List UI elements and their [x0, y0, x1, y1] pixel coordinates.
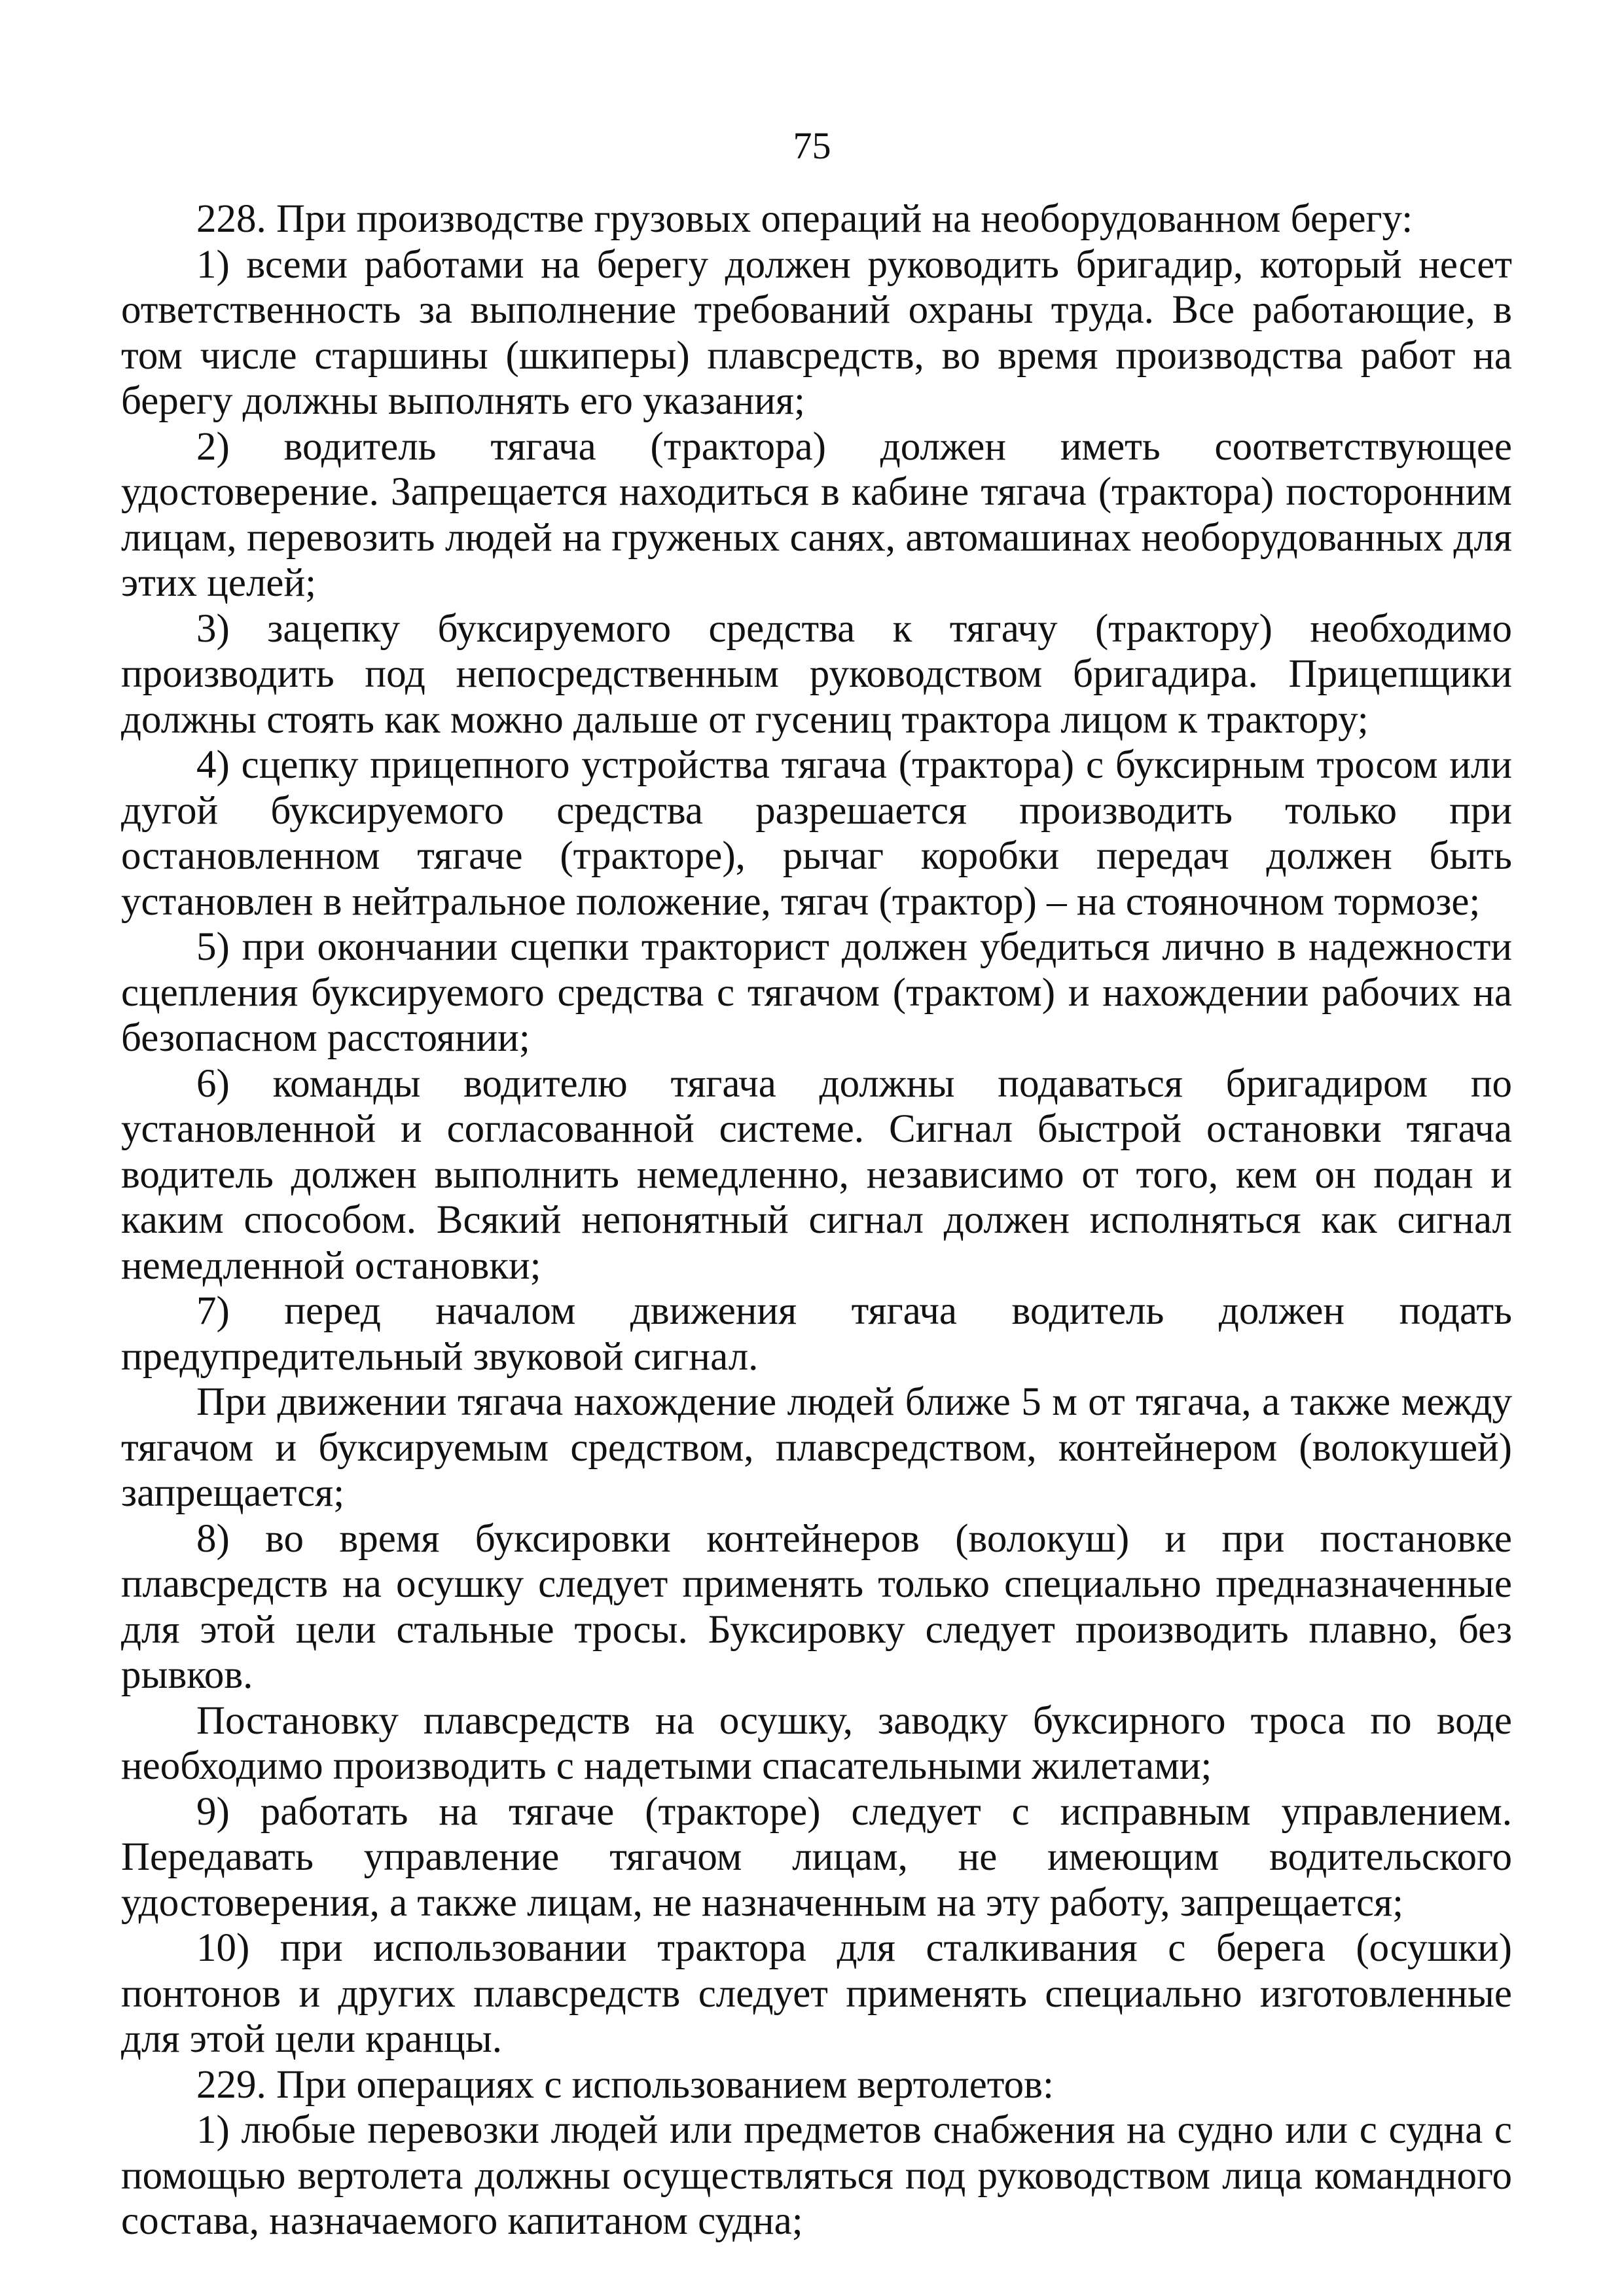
paragraph-228-item-7: 7) перед началом движения тягача водитель должен подать предупредительный звуковой сигнал.	[121, 1289, 1512, 1379]
paragraph-229-heading: 229. При операциях с использованием вертолетов:	[196, 2062, 1054, 2107]
paragraph-228-heading: 228. При производстве грузовых операций на необорудованном берегу:	[196, 197, 1413, 241]
paragraph-228-item-4: 4) сцепку прицепного устройства тягача (трактора) с буксирным тросом или дугой буксируемого средства разрешается производить только при остановленном тягаче (тракторе), рычаг коробки передач должен быть установлен в нейтральное положение, тягач (трактор) – на стояночном тормозе;	[121, 743, 1512, 924]
paragraph-228-item-10: 10) при использовании трактора для сталкивания с берега (осушки) понтонов и других плавсредств следует применять специально изготовленные для этой цели кранцы.	[121, 1926, 1512, 2061]
paragraph-228-item-1: 1) всеми работами на берегу должен руководить бригадир, который несет ответственность за выполнение требований охраны труда. Все работающие, в том числе старшины (шкиперы) плавсредств, во время производства работ на берегу должны выполнять его указания;	[121, 242, 1512, 423]
page-number: 75	[793, 124, 831, 167]
paragraph-228-item-8-note: Постановку плавсредств на осушку, заводку буксирного троса по воде необходимо производить с надетыми спасательными жилетами;	[121, 1698, 1512, 1788]
paragraph-228-item-7-note: При движении тягача нахождение людей ближе 5 м от тягача, а также между тягачом и буксируемым средством, плавсредством, контейнером (волокушей) запрещается;	[121, 1380, 1512, 1515]
paragraph-228-item-2: 2) водитель тягача (трактора) должен иметь соответствующее удостоверение. Запрещается находиться в кабине тягача (трактора) посторонним лицам, перевозить людей на груженых санях, автомашинах необорудованных для этих целей;	[121, 424, 1512, 605]
paragraph-228-item-5: 5) при окончании сцепки тракторист должен убедиться лично в надежности сцепления буксируемого средства с тягачом (трактом) и нахождении рабочих на безопасном расстоянии;	[121, 925, 1512, 1060]
paragraph-229-item-1: 1) любые перевозки людей или предметов снабжения на судно или с судна с помощью вертолета должны осуществляться под руководством лица командного состава, назначаемого капитаном судна;	[121, 2108, 1512, 2243]
paragraph-228-item-8: 8) во время буксировки контейнеров (волокуш) и при постановке плавсредств на осушку следует применять только специально предназначенные для этой цели стальные тросы. Буксировку следует производить плавно, без рывков.	[121, 1516, 1512, 1697]
document-body	[121, 196, 1512, 2244]
paragraph-228-item-9: 9) работать на тягаче (тракторе) следует с исправным управлением. Передавать управление тягачом лицам, не имеющим водительского удостоверения, а также лицам, не назначенным на эту работу, запрещается;	[121, 1789, 1512, 1925]
paragraph-228-item-6: 6) команды водителю тягача должны подаваться бригадиром по установленной и согласованной системе. Сигнал быстрой остановки тягача водитель должен выполнить немедленно, независимо от того, кем он подан и каким способом. Всякий непонятный сигнал должен исполняться как сигнал немедленной остановки;	[121, 1061, 1512, 1288]
paragraph-228-item-3: 3) зацепку буксируемого средства к тягачу (трактору) необходимо производить под непосредственным руководством бригадира. Прицепщики должны стоять как можно дальше от гусениц трактора лицом к трактору;	[121, 606, 1512, 742]
